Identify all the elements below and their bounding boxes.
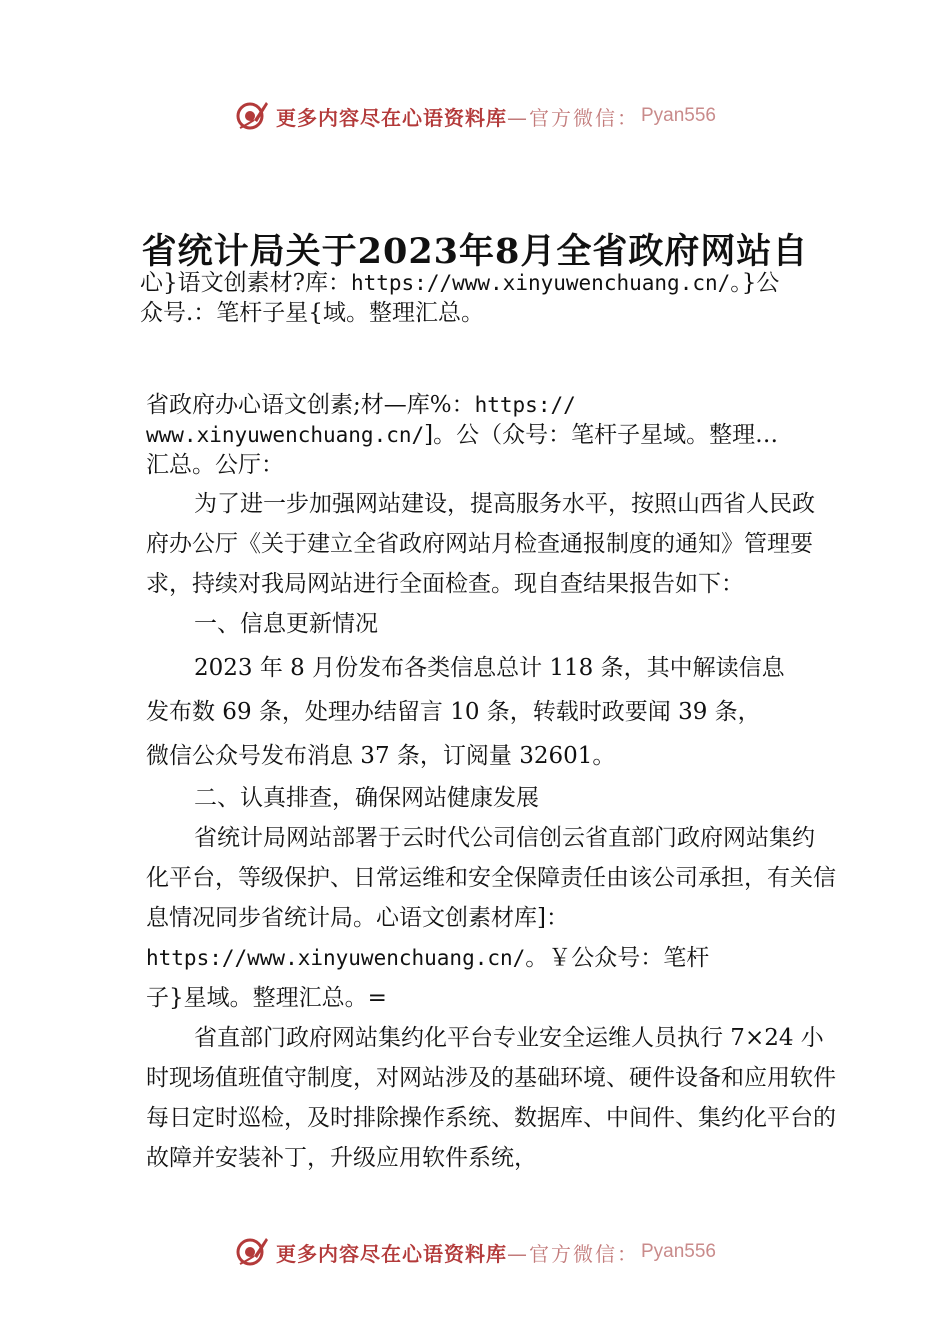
subnote-text: 心}语文创素材?库：: [140, 270, 351, 296]
deployment-text: 库]：: [514, 905, 569, 931]
addressee-line-2: [146, 420, 836, 450]
banner-brand-text: 更多内容尽在心语资料库: [275, 1241, 507, 1266]
pen-seal-logo-icon: [234, 1234, 270, 1270]
addressee-url: https://: [474, 393, 576, 417]
addressee-line-1: [146, 390, 836, 420]
statistics-paragraph: [146, 646, 836, 778]
section-heading-2: 二、认真排查，确保网站健康发展: [194, 785, 539, 811]
section-heading-1: 一、信息更新情况: [194, 611, 378, 637]
operations-paragraph: 省直部门政府网站集约化平台专业安全运维人员执行 7×24 小时现场值班值守制度，对网站涉及的基础环境、硬件设备和应用软件每日定时巡检，及时排除操作系统、数据库、中间件、集约化平台的故障并安装补丁，升级应用软件系统，: [146, 1025, 836, 1171]
deployment-paragraph: [146, 818, 836, 1018]
title-subnote: [140, 268, 830, 328]
banner-wechat-label: —官方微信：: [506, 1241, 639, 1266]
deployment-text: 。￥公众号：笔杆: [525, 945, 710, 971]
statistics-line: 2023 年 8 月份发布各类信息总计 118 条，其中解读信息: [194, 655, 785, 681]
statistics-line: 微信公众号发布消息 37 条，订阅量 32601。: [146, 743, 616, 769]
subnote-line-2: 众号.：笔杆子星{域。整理汇总。: [140, 300, 484, 326]
document-body: [146, 484, 836, 1178]
deployment-url: https://www.xinyuwenchuang.cn/: [146, 946, 526, 970]
subnote-url: https://www.xinyuwenchuang.cn/: [350, 271, 731, 295]
pen-seal-logo-icon: [234, 98, 270, 134]
document-title: 省统计局关于2023年8月全省政府网站自: [141, 231, 809, 272]
addressee-text: ]。公（众号：笔杆子星域。整理…: [424, 422, 779, 448]
banner-wechat-id: Pyan556: [640, 1241, 716, 1262]
header-banner: [0, 96, 950, 136]
deployment-text: 子}星域。整理汇总。=: [146, 985, 387, 1011]
footer-banner: [0, 1232, 950, 1272]
addressee-text: 省政府办心语文创素;材—库%：: [146, 392, 475, 418]
addressee-line-3: 汇总。公厅：: [146, 452, 284, 478]
banner-brand-text: 更多内容尽在心语资料库: [275, 105, 507, 130]
addressee-block: [146, 390, 836, 480]
banner-wechat-label: —官方微信：: [506, 105, 639, 130]
banner-wechat-id: Pyan556: [640, 105, 716, 126]
subnote-text: 。}公: [730, 270, 780, 296]
addressee-url: www.xinyuwenchuang.cn/: [146, 423, 425, 447]
subnote-line-1: [140, 268, 830, 298]
intro-paragraph: 为了进一步加强网站建设，提高服务水平，按照山西省人民政府办公厅《关于建立全省政府网站月检查通报制度的通知》管理要求，持续对我局网站进行全面检查。现自查结果报告如下：: [146, 491, 815, 597]
deployment-text: 省统计局网站部署于云时代公司信创云省直部门政府网站集约化平台，等级保护、日常运维和安全保障责任由该公司承担，有关信息情况同步省统计局。心语文创素材: [146, 825, 836, 931]
statistics-line: 发布数 69 条，处理办结留言 10 条，转载时政要闻 39 条，: [146, 699, 761, 725]
